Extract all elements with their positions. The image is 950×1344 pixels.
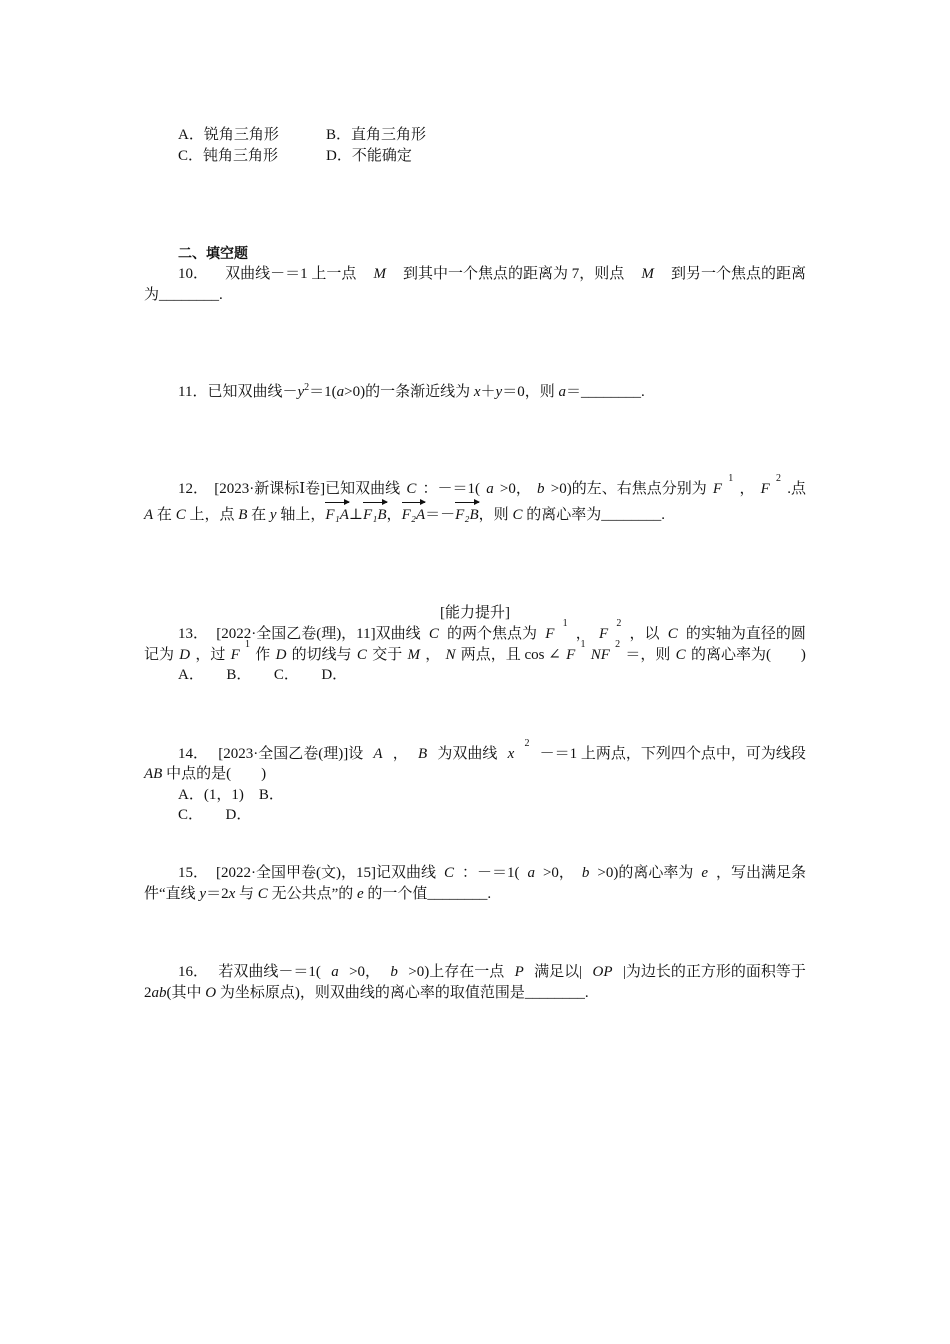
q11-line1 xyxy=(178,382,645,402)
q11-text-d: ＋ xyxy=(480,384,496,400)
q10-line2: 为________. xyxy=(144,287,223,303)
q11-text-e: ＝0，则 xyxy=(502,384,559,400)
q11-number: 11． xyxy=(178,384,208,400)
q13-l2-var-f: F xyxy=(230,647,240,663)
q11-text-f: ＝________. xyxy=(565,384,645,400)
q12-l2-text-b: 上，点 xyxy=(185,507,239,523)
q11-var-y: y xyxy=(297,384,305,400)
q12-l2-text-f: 的离心率为________. xyxy=(522,507,665,523)
q15-number: 15． xyxy=(178,865,209,881)
q14-number: 14． xyxy=(178,746,209,762)
q12-perp-symbol: ⊥ xyxy=(348,507,363,523)
q13-l2-var-nf: NF xyxy=(590,647,610,663)
q15-line2 xyxy=(144,884,491,904)
q16-text-d: 满足以| xyxy=(534,964,583,980)
q12-var-c: C xyxy=(406,481,417,497)
q14-sup: 2 xyxy=(524,738,530,749)
q14-text-d: －＝1 上两点，下列四个点中，可为线段 xyxy=(539,746,806,762)
q16-text-c: >0)上存在一点 xyxy=(408,964,505,980)
q16-var-a: a xyxy=(331,964,339,980)
q13-options: A． B． C． D． xyxy=(178,667,348,683)
q15-text-a: [2022·全国甲卷(文)，15]记双曲线 xyxy=(216,865,436,881)
q13-number: 13． xyxy=(178,626,209,642)
q10-text-b: 到其中一个焦点的距离为 7，则点 xyxy=(403,266,625,282)
q10-text-c: 到另一个焦点的距离 xyxy=(670,266,806,282)
q13-sub1: 1 xyxy=(562,618,568,629)
q15-l2-text-b: ＝2 xyxy=(206,886,229,902)
q12-l2-var-b: B xyxy=(238,507,248,523)
q13-l2-var-d: D xyxy=(179,647,191,663)
q15-var-b: b xyxy=(581,865,590,881)
q13-line1 xyxy=(178,618,806,644)
q14-var-x: x xyxy=(507,746,515,762)
q15-l2-text-c: 与 xyxy=(235,886,258,902)
q14-text-a: [2023·全国乙卷(理)]设 xyxy=(218,746,364,762)
q12-l2-var-c2: C xyxy=(512,507,523,523)
q16-line1 xyxy=(178,962,806,982)
q16-l2-text-a: 2 xyxy=(144,985,152,1001)
q16-var-b: b xyxy=(390,964,398,980)
q16-text-e: |为边长的正方形的面积等于 xyxy=(622,964,806,980)
q9-option-d: D．不能确定 xyxy=(326,148,412,164)
q12-var-f2: F xyxy=(760,481,770,497)
q15-text-c: >0， xyxy=(542,865,574,881)
q9-options-row1 xyxy=(178,125,426,145)
q15-l2-var-e: e xyxy=(356,886,364,902)
q12-l2-text-d: 轴上， xyxy=(276,507,326,523)
q11-var-a2: a xyxy=(558,384,566,400)
q10-line1 xyxy=(178,264,806,284)
q12-vector-f2b: F₂B xyxy=(455,503,479,525)
q13-l2-sub2: 1 xyxy=(580,639,586,650)
q9-option-c: C．钝角三角形 xyxy=(178,148,279,164)
q16-l2-text-b: (其中 xyxy=(166,985,206,1001)
q15-var-a: a xyxy=(527,865,535,881)
q13-l2-var-f1: F xyxy=(566,647,576,663)
q15-l2-text-d: 无公共点”的 xyxy=(267,886,357,902)
q15-l2-var-x: x xyxy=(228,886,236,902)
q13-l2-text-f: ， xyxy=(425,647,441,663)
q12-vector-f1a: F₁A xyxy=(325,503,349,525)
q16-number: 16． xyxy=(178,964,209,980)
q13-l2-text-e: 交于 xyxy=(372,647,403,663)
q11-sup: 2 xyxy=(304,382,310,393)
q12-var-a-point: A xyxy=(144,507,154,523)
q12-sub1: 1 xyxy=(728,473,734,484)
q12-var-f1: F xyxy=(712,481,723,497)
q13-text-e: 的实轴为直径的圆 xyxy=(685,626,806,642)
q13-var-f1: F xyxy=(545,626,555,642)
q12-vector-f1b: F₁B xyxy=(363,503,387,525)
q13-l2-var-n: N xyxy=(445,647,456,663)
q12-l2-var-y: y xyxy=(269,507,277,523)
q13-l2-text-c: 作 xyxy=(255,647,271,663)
q12-vector-f2a: F₂A xyxy=(402,503,426,525)
q14-var-b: B xyxy=(418,746,428,762)
q11-var-x: x xyxy=(473,384,481,400)
q16-l2-var-o: O xyxy=(205,985,217,1001)
q11-text-c: >0)的一条渐近线为 xyxy=(344,384,474,400)
q11-var-a: a xyxy=(336,384,345,400)
q12-var-a: a xyxy=(486,481,494,497)
q13-var-c2: C xyxy=(667,626,678,642)
q13-l2-text-i: 的离心率为( ) xyxy=(690,647,806,663)
q13-l2-text-d: 的切线与 xyxy=(291,647,352,663)
q14-l2-var-ab: AB xyxy=(144,766,163,782)
q12-text-c: >0， xyxy=(499,481,531,497)
q14-line2 xyxy=(144,764,266,784)
q11-var-y2: y xyxy=(495,384,503,400)
q13-l2-text-b: ，过 xyxy=(195,647,226,663)
q10-var-m2: M xyxy=(641,266,654,282)
q12-text-d: >0)的左、右焦点分别为 xyxy=(550,481,707,497)
q16-l2-var-ab: ab xyxy=(151,985,167,1001)
q13-line2 xyxy=(144,639,806,665)
q16-line2 xyxy=(144,983,589,1003)
q13-l2-text-a: 记为 xyxy=(144,647,175,663)
q15-text-d: >0)的离心率为 xyxy=(597,865,694,881)
q13-text-c: ， xyxy=(575,626,591,642)
q12-text-f: .点 xyxy=(787,481,806,497)
q12-text-e: ， xyxy=(739,481,755,497)
q14-options-row1: A．(1，1) B． xyxy=(178,787,284,803)
q11-text-a: 已知双曲线－ xyxy=(207,384,298,400)
q13-text-a: [2022·全国乙卷(理)，11]双曲线 xyxy=(216,626,421,642)
q12-l2-var-c: C xyxy=(175,507,186,523)
q12-l2-text-a: 在 xyxy=(153,507,176,523)
q13-l2-var-d2: D xyxy=(275,647,287,663)
q12-comma: ， xyxy=(386,507,402,523)
q14-var-a: A xyxy=(373,746,383,762)
q12-sub2: 2 xyxy=(776,473,781,484)
q13-text-d: ，以 xyxy=(629,626,660,642)
section-title-fill-in: 二、填空题 xyxy=(178,246,248,262)
q10-var-m: M xyxy=(373,266,386,282)
q15-l2-text-e: 的一个值________. xyxy=(363,886,492,902)
q15-l2-var-y: y xyxy=(199,886,207,902)
q12-text-a: [2023·新课标Ⅰ卷]已知双曲线 xyxy=(214,481,401,497)
q13-l2-sub3: 2 xyxy=(615,639,621,650)
q14-line1 xyxy=(178,738,806,764)
q12-line2 xyxy=(144,503,665,525)
q15-text-e: ，写出满足条 xyxy=(715,865,806,881)
q14-l2-text: 中点的是( ) xyxy=(162,766,267,782)
q9-options-row2 xyxy=(178,146,412,166)
q13-text-b: 的两个焦点为 xyxy=(447,626,538,642)
q16-var-op: OP xyxy=(592,964,613,980)
q12-line1 xyxy=(178,473,806,499)
q15-var-c: C xyxy=(443,865,454,881)
q16-var-p: P xyxy=(514,964,524,980)
q15-text-b: ：－＝1( xyxy=(461,865,520,881)
q12-l2-text-e: ，则 xyxy=(478,507,513,523)
q14-text-b: ， xyxy=(392,746,408,762)
q14-options-row2: C． D． xyxy=(178,807,252,823)
q15-var-e: e xyxy=(701,865,708,881)
ability-section-title: [能力提升] xyxy=(440,605,510,621)
q12-equals-minus: ＝－ xyxy=(425,507,456,523)
q10-number: 10． xyxy=(178,266,209,282)
q9-option-a: A．锐角三角形 xyxy=(178,127,279,143)
q16-text-b: >0， xyxy=(349,964,381,980)
q13-l2-text-h: ＝，则 xyxy=(625,647,671,663)
q12-var-b: b xyxy=(537,481,545,497)
q13-l2-var-m: M xyxy=(407,647,420,663)
q12-l2-text-c: 在 xyxy=(247,507,270,523)
q13-l2-sub1: 1 xyxy=(245,639,251,650)
q9-option-b: B．直角三角形 xyxy=(326,127,427,143)
q14-text-c: 为双曲线 xyxy=(437,746,498,762)
q15-l2-var-c: C xyxy=(257,886,268,902)
q13-l2-var-c2: C xyxy=(675,647,686,663)
q13-var-c: C xyxy=(428,626,439,642)
q15-line1 xyxy=(178,863,806,883)
q10-text-a: 双曲线－＝1 上一点 xyxy=(225,266,357,282)
q13-l2-text-g: 两点，且 cos ∠ xyxy=(460,647,561,663)
q12-text-b: ：－＝1( xyxy=(422,481,481,497)
q11-text-b: ＝1( xyxy=(309,384,337,400)
q13-l2-var-c: C xyxy=(356,647,367,663)
q16-text-a: 若双曲线－＝1( xyxy=(218,964,321,980)
q13-sub2: 2 xyxy=(616,618,622,629)
q15-l2-text-a: 件“直线 xyxy=(144,886,200,902)
q12-number: 12． xyxy=(178,481,209,497)
q13-var-f2: F xyxy=(598,626,609,642)
q16-l2-text-c: 为坐标原点)，则双曲线的离心率的取值范围是________. xyxy=(216,985,589,1001)
